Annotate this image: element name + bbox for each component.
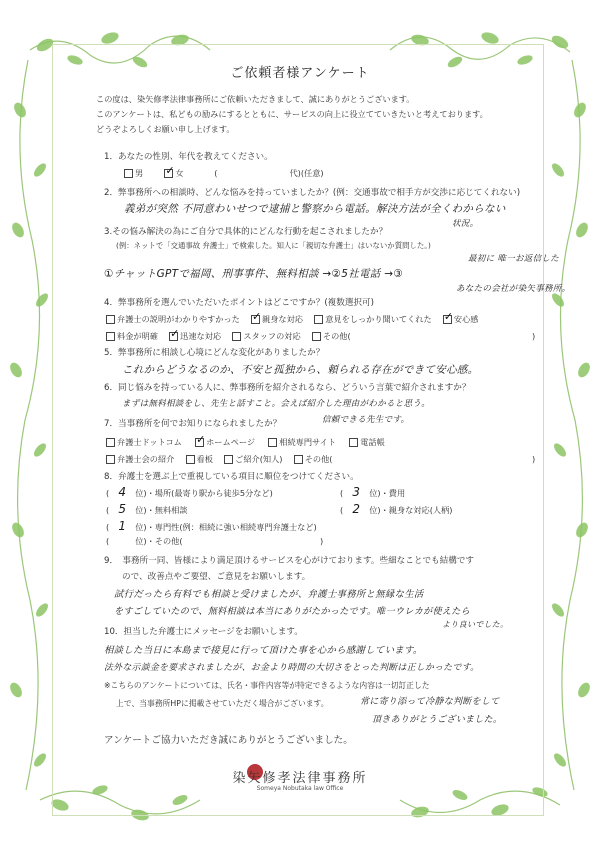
q2-answer-2: 状況。	[452, 219, 479, 229]
q9-answer-3: より良いでした。	[442, 620, 509, 629]
q3-answer-note: 最初に 唯一お返信した	[468, 254, 560, 264]
female-label: 女	[175, 168, 184, 178]
q7-text: 7．当事務所を何でお知りになられましたか？	[104, 419, 282, 429]
q3-text: 3.その悩み解決の為にご自分で具体的にどんな行動を起こされましたか？	[104, 227, 388, 237]
q1-options: 男 ✓ 女 ( 代)(任意)	[124, 168, 324, 179]
q4-opt-staff-checkbox[interactable]	[232, 332, 241, 341]
q7-options-row2	[106, 454, 332, 465]
q4-options-row2	[106, 327, 351, 342]
q4-text: 4．弊事務所を選んでいただいたポイントはどこですか？(複数選択可)	[104, 298, 374, 308]
q7-answer: 信頼できる先生です。	[322, 415, 410, 425]
q7-opt-bengoshi-checkbox[interactable]	[106, 438, 115, 447]
q4-opt-staff-label: スタッフの対応	[243, 331, 301, 341]
q7-opt-souzoku-checkbox[interactable]	[268, 438, 277, 447]
footer-firm-name: 染矢修孝法律事務所	[232, 771, 368, 786]
q7-opt-sign-label: 看板	[196, 454, 213, 464]
notice-line-1: ※こちらのアンケートについては、氏名・事件内容等が特定できるような内容は一切訂正した	[104, 681, 430, 690]
notice-handwriting-1: 常に寄り添って冷静な判断をして	[360, 697, 500, 707]
q7-opt-phonebook-checkbox[interactable]	[349, 438, 358, 447]
female-checkbox[interactable]: ✓	[165, 164, 175, 177]
q7-opt-homepage-checkbox[interactable]: ✓	[196, 433, 206, 446]
q7-opt-other-label: その他(	[304, 454, 333, 464]
q4-close-paren: )	[532, 331, 536, 341]
q7-opt-sign-checkbox[interactable]	[186, 455, 195, 464]
q6-text: 6．同じ悩みを持っている人に、弊事務所を紹介されるなら、どういう言葉で紹介されますか？	[104, 383, 471, 393]
page-title: ご依頼者様アンケート	[230, 66, 370, 81]
q4-opt-other-label: その他(	[322, 331, 351, 341]
q5-text: 5．弊事務所に相談し心境にどんな変化がありましたか？	[104, 348, 325, 358]
q4-opt-listen-label: 意見をしっかり聞いてくれた	[325, 314, 432, 324]
q8-rank[interactable]: 2	[352, 502, 361, 516]
q7-opt-referral-label: ご紹介(知人)	[235, 454, 283, 464]
q3-example: (例：ネットで「交通事故 弁護士」で検索した。知人に「親切な弁護士」はいないか質問した。)	[116, 241, 431, 250]
q7-options-row1	[106, 433, 385, 448]
q8-item: ( 位)・その他(	[106, 536, 183, 546]
q4-opt-fee-checkbox[interactable]	[106, 332, 115, 341]
q8-text: 8．弁護士を選ぶ上で重視している項目に順位をつけてください。	[104, 472, 359, 482]
q4-options-row1	[106, 310, 479, 325]
q8-item: ( 4 位)・場所(最寄り駅から徒歩5分など)	[106, 485, 273, 499]
q1-text: 1．あなたの性別、年代を教えてください。	[104, 152, 273, 162]
q8-item: ( 3 位)・費用	[340, 485, 406, 499]
q8-label: 位)・費用	[369, 488, 406, 498]
q2-text: 2．弊事務所への相談時、どんな悩みを持っていましたか？(例：交通事故で相手方が交渉に応じてくれない)	[104, 188, 521, 198]
q5-answer: これからどうなるのか、不安と孤独から、頼られる存在ができて安心感。	[122, 364, 479, 376]
age-suffix: 代)(任意)	[289, 168, 324, 178]
q7-opt-phonebook-label: 電話帳	[360, 437, 385, 447]
intro-line-1: この度は、染矢修孝法律事務所にご依頼いただきまして、誠にありがとうございます。	[96, 94, 415, 104]
q9-answer-2: をすごしていたので、無料相談は本当にありがたかったです。唯一ウレカが使えたら	[114, 607, 471, 617]
thanks-message: アンケートご協力いただき誠にありがとうございました。	[104, 735, 353, 746]
q4-opt-speed-label: 迅速な対応	[180, 331, 222, 341]
q4-opt-speed-checkbox[interactable]: ✓	[170, 327, 180, 340]
q2-answer-1: 義弟が突然 不同意わいせつで逮捕と警察から電話。解決方法が全くわからない	[124, 203, 506, 215]
intro-line-2: このアンケートは、私どもの励みにするとともに、サービスの向上に役立てていきたいと考えております。	[96, 109, 488, 119]
q8-label: 位)・その他(	[135, 536, 183, 546]
q4-opt-kind-label: 親身な対応	[262, 314, 303, 324]
q7-opt-bar-checkbox[interactable]	[106, 455, 115, 464]
q10-answer-2: 法外な示談金を要求されましたが、お金より時間の大切さをとった判断は正しかったです。	[104, 663, 480, 673]
q4-opt-relief-label: 安心感	[453, 314, 479, 324]
q9-answer-1: 試行だったら有料でも相談と受けましたが、弁護士事務所と無縁な生活	[114, 589, 424, 600]
q8-item: ( 1 位)・専門性(例：相続に強い相続専門弁護士など)	[106, 519, 317, 533]
q8-close-paren: )	[320, 536, 324, 546]
q6-answer: まずは無料相談をし、先生と話すこと。会えば紹介した理由がわかると思う。	[122, 399, 431, 409]
q4-opt-explain-checkbox[interactable]	[106, 315, 115, 324]
q4-opt-other-checkbox[interactable]	[312, 332, 321, 341]
q8-rank[interactable]: 4	[118, 485, 127, 499]
q8-label: 位)・専門性(例：相続に強い相続専門弁護士など)	[135, 522, 317, 532]
q8-rank[interactable]: 3	[352, 485, 361, 499]
q9-text: 9． 事務所一同、皆様により満足頂けるサービスを心がけております。些細なことでも結構です	[104, 556, 475, 566]
q7-opt-other-checkbox[interactable]	[294, 455, 303, 464]
q9-text-2: ので、改善点やご要望、ご意見をお願いします。	[122, 572, 311, 582]
q7-close-paren: )	[532, 454, 536, 464]
q8-item: ( 2 位)・親身な対応(人柄)	[340, 502, 453, 516]
q8-label: 位)・場所(最寄り駅から徒歩5分など)	[135, 488, 273, 498]
q10-answer-1: 相談した当日に本島まで接見に行って頂けた事を心から感謝しています。	[104, 645, 423, 656]
q3-answer-2: あなたの会社が染矢事務所。	[456, 284, 571, 294]
q8-label: 位)・無料相談	[135, 505, 188, 515]
footer-firm-subtitle: Someya Nobutaka law Office	[256, 785, 344, 792]
q8-item: ( 5 位)・無料相談	[106, 502, 188, 516]
q3-answer-1: ①チャットGPTで福岡、刑事事件、無料相談 →②5社電話 →③	[104, 268, 404, 280]
intro-line-3: どうぞよろしくお願い申し上げます。	[96, 124, 235, 134]
q4-opt-relief-checkbox[interactable]: ✓	[443, 310, 454, 323]
q7-opt-bengoshi-label: 弁護士ドットコム	[117, 437, 182, 447]
male-checkbox[interactable]	[124, 169, 133, 178]
q4-opt-listen-checkbox[interactable]	[314, 315, 323, 324]
q10-text: 10．担当した弁護士にメッセージをお願いします。	[104, 627, 303, 637]
q4-opt-kind-checkbox[interactable]: ✓	[252, 310, 262, 323]
q4-opt-explain-label: 弁護士の説明がわかりやすかった	[117, 314, 240, 324]
q7-opt-referral-checkbox[interactable]	[224, 455, 233, 464]
q7-opt-bar-label: 弁護士会の紹介	[117, 454, 175, 464]
q8-rank[interactable]: 1	[118, 519, 127, 533]
notice-line-2: 上で、当事務所HPに掲載させていただく場合がございます。	[116, 699, 329, 708]
q7-opt-homepage-label: ホームページ	[206, 437, 256, 447]
male-label: 男	[135, 168, 144, 178]
q8-label: 位)・親身な対応(人柄)	[369, 505, 453, 515]
q7-opt-souzoku-label: 相続専門サイト	[279, 437, 337, 447]
q8-rank[interactable]: 5	[118, 502, 127, 516]
notice-handwriting-2: 頂きありがとうございました。	[372, 715, 503, 725]
q4-opt-fee-label: 料金が明確	[117, 331, 158, 341]
